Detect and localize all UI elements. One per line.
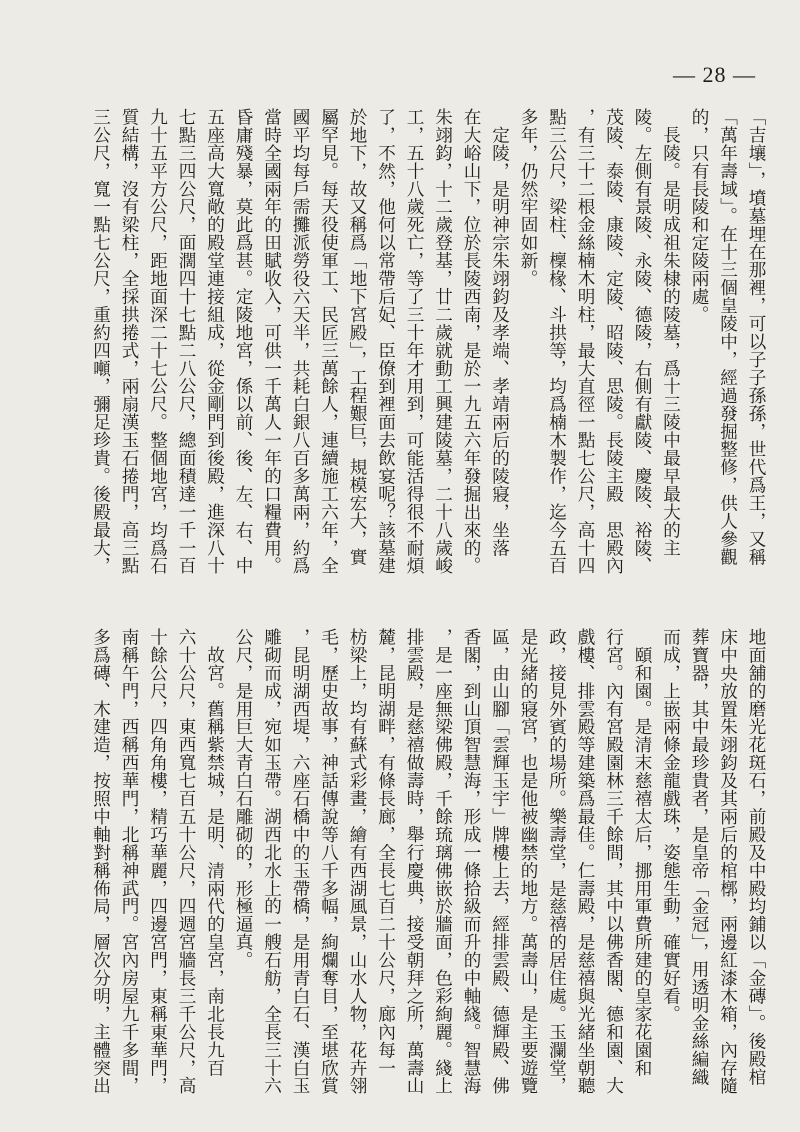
text-column: 地面舖的磨光花斑石，前殿及中殿均鋪以「金磚」。後殿棺 <box>746 628 766 1086</box>
text-column: 昏庸殘暴，莫此爲甚。定陵地宮，係以前、後、左、右、中 <box>233 108 253 575</box>
text-column: 六十公尺，東西寬七百五十公尺，四週宮牆長三千公尺，高 <box>176 628 196 1095</box>
text-column: 九十五平方公尺，距地面深二十七公尺。整個地宮，均爲石 <box>147 108 168 575</box>
text-column: 當時全國兩年的田賦收入，可供一千萬人一年的口糧費用。 <box>261 108 282 575</box>
text-column: 是光緒的寢宮，也是他被幽禁的地方。萬壽山，是主要遊覽 <box>518 628 538 1095</box>
text-column: 多爲磚、木建造，按照中軸對稱佈局，層次分明，主體突出 <box>90 628 111 1095</box>
text-column: 南稱午門，西稱西華門，北稱神武門。宮內房屋九千多間， <box>119 628 139 1095</box>
text-column: 七點三四公尺，面濶四十七點二八公尺，總面積達一千一百 <box>176 108 196 575</box>
text-column: ，是一座無梁佛殿，千餘琉璃佛嵌於牆面，色彩絢麗。綫上 <box>432 628 453 1095</box>
text-column: 朱翊鈞，十二歲登基，廿二歲就動工興建陵墓，二十八歲峻 <box>432 108 453 575</box>
text-column: 茂陵、泰陵、康陵、定陵、昭陵、思陵。長陵主殿 思殿內 <box>603 108 624 575</box>
text-column: 戲樓、排雲殿等建築爲最佳。仁壽殿，是慈禧與光緒坐朝聽 <box>575 628 595 1095</box>
text-column: ，昆明湖西堤，六座石橋中的玉帶橋，是用青白石、漢白玉 <box>290 628 310 1095</box>
text-column: 床中央放置朱翊鈞及其兩后的棺槨，兩邊紅漆木箱，內存隨 <box>717 628 738 1095</box>
text-column: 長陵。是明成祖朱棣的陵墓，爲十三陵中最早最大的主 <box>660 108 681 557</box>
text-column: ，有三十二根金絲楠木明柱，最大直徑一點七公尺，高十四 <box>575 108 595 575</box>
text-column: 陵。左側有景陵、永陵、德陵，右側有獻陵、慶陵、裕陵、 <box>632 108 652 575</box>
text-column: 毛，歷史故事，神話傳說等八千多幅，絢爛奪目，至堪欣賞 <box>318 628 339 1095</box>
text-column: 屬罕見。每天役使軍工、民匠三萬餘人，連續施工六年，全 <box>318 108 339 575</box>
text-column: 於地下，故又稱爲「地下宮殿」，工程艱巨，規模宏大，實 <box>347 108 367 566</box>
text-column: 「吉壤」，墳墓埋在那裡，可以子子孫孫，世代爲王，又稱 <box>746 108 766 566</box>
bottom-text-block <box>89 628 769 1106</box>
top-text-block <box>89 108 769 613</box>
text-column: 點三公尺，梁柱、檁椽、斗拱等，均爲楠木製作，迄今五百 <box>546 108 567 575</box>
text-column: 區，由山腳「雲輝玉宇」牌樓上去，經排雲殿、德輝殿、佛 <box>489 628 510 1095</box>
text-column: 香閣，到山頂智慧海，形成一條拾級而升的中軸綫。智慧海 <box>461 628 481 1095</box>
text-column: 國平均每戶需攤派勞役六天半，共耗白銀八百多萬兩，約爲 <box>290 108 310 575</box>
text-column: 的，只有長陵和定陵兩處。 <box>689 108 709 324</box>
text-column: 故宮。舊稱紫禁城，是明、清兩代的皇宮，南北長九百 <box>204 628 225 1077</box>
text-column: 定陵，是明神宗朱翊鈞及孝端、孝靖兩后的陵寢，坐落 <box>489 108 510 557</box>
text-column: 在大峪山下，位於長陵西南，是於一九五六年發掘出來的。 <box>461 108 481 575</box>
text-column: 政，接見外賓的場所。樂壽堂，是慈禧的居住處。玉瀾堂， <box>546 628 567 1095</box>
text-column: 雕砌而成，宛如玉帶。湖西北水上的一艘石舫，全長三十六 <box>261 628 282 1095</box>
text-column: 「萬年壽域」。在十三個皇陵中，經過發掘整修，供人參觀 <box>717 108 738 566</box>
text-column: 五座高大寬敞的殿堂連接組成，從金剛門到後殿，進深八十 <box>204 108 225 575</box>
text-column: 三公尺，寬一點七公尺，重約四噸，彌足珍貴。後殿最大， <box>90 108 111 575</box>
text-column: 工，五十八歲死亡，等了三十年才用到，可能活得很不耐煩 <box>404 108 424 575</box>
text-column: 頤和園。是清末慈禧太后，挪用軍費所建的皇家花園和 <box>632 628 652 1077</box>
text-column: 多年，仍然牢固如新。 <box>518 108 538 288</box>
text-column: 了，不然，他何以常帶后妃、臣僚到裡面去飲宴呢？該墓建 <box>375 108 396 575</box>
page-number: — 28 — <box>673 62 756 87</box>
text-column: 枋梁上，均有蘇式彩畫，繪有西湖風景，山水人物，花卉翎 <box>347 628 367 1095</box>
text-column: 十餘公尺，四角角樓，精巧華麗，四邊宮門，東稱東華門， <box>147 628 168 1095</box>
text-column: 麓，昆明湖畔，有條長廊，全長七百二十公尺，廊內每一 <box>375 628 396 1077</box>
text-column: 公尺，是用巨大青白石雕砌的，形極逼真。 <box>233 628 253 970</box>
text-column: 質結構，沒有梁柱，全採拱捲式，兩扇漢玉石捲門，高三點 <box>119 108 139 575</box>
text-column: 行宮。內有宮殿園林三千餘間，其中以佛香閣、德和園、大 <box>603 628 624 1095</box>
text-column: 排雲殿，是慈禧做壽時，舉行慶典，接受朝拜之所，萬壽山 <box>404 628 424 1095</box>
text-column: 而成，上嵌兩條金龍戲珠，姿態生動，確實好看。 <box>660 628 681 1023</box>
text-column: 葬寶器，其中最珍貴者，是皇帝「金冠」，用透明金絲編織 <box>689 628 709 1086</box>
